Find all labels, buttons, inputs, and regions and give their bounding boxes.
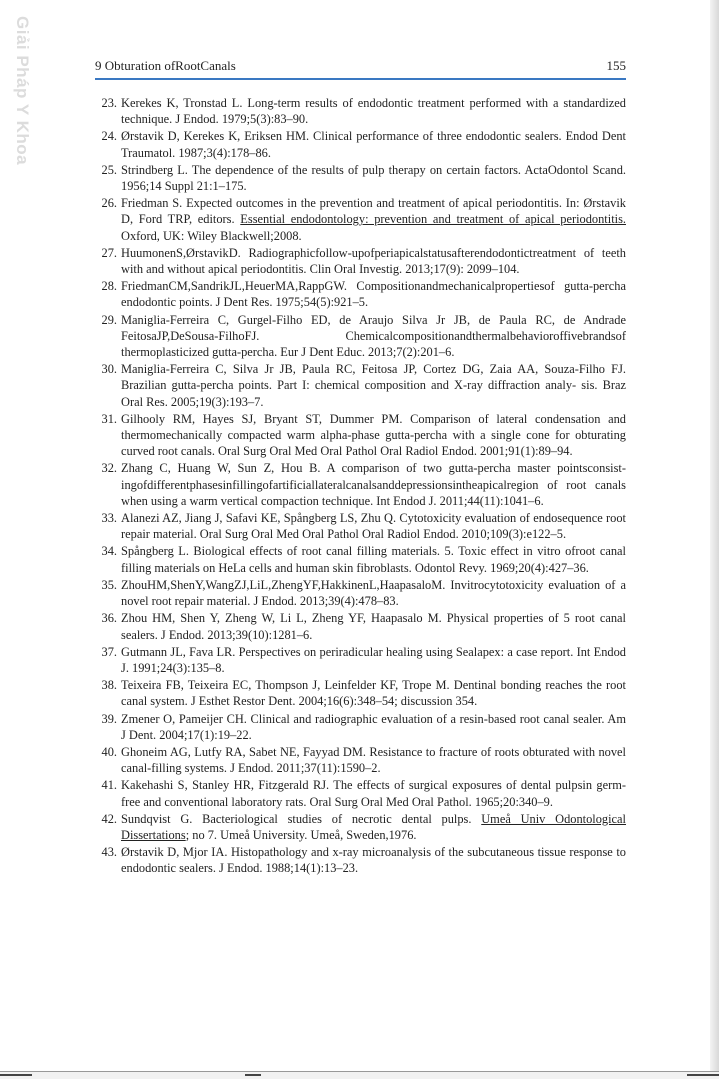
reference-text: FriedmanCM,SandrikJL,HeuerMA,RappGW. Compositionandmechanicalpropertiesof gutta-percha endodontic points. J Dent Res. 1975;54(5):921–5. [121, 279, 626, 310]
reference-number: 36. [101, 611, 117, 626]
reference-link-text: Umeå Univ Odontological Dissertations [121, 811, 627, 842]
reference-item [95, 245, 626, 277]
reference-text: Friedman S. Expected outcomes in the prevention and treatment of apical periodontitis. In: Ørstavik D, Ford TRP, editors. [121, 196, 626, 227]
reference-number: 40. [101, 744, 117, 759]
running-header [95, 58, 626, 78]
reference-text: Ghoneim AG, Lutfy RA, Sabet NE, Fayyad DM. Resistance to fracture of roots obturated with novel canal-filling systems. J Endod. 2011;37(11):1590–2. [121, 744, 626, 776]
reference-text: Zmener O, Pameijer CH. Clinical and radiographic evaluation of a resin-based root canal sealer. Am J Dent. 2004;17(1):19–22. [121, 711, 626, 742]
reference-number: 33. [101, 511, 117, 526]
reference-text: Kerekes K, Tronstad L. Long-term results of endodontic treatment performed with a standardized technique. J Endod. 1979;5(3):83–90. [121, 96, 626, 127]
reference-number: 34. [101, 544, 117, 559]
reference-text: Maniglia-Ferreira C, Gurgel-Filho ED, de Araujo Silva Jr JB, de Paula RC, de Andrade FeitosaJP,DeSousa-FilhoFJ. Chemicalcompositionandthermalbehavioroffivebrandsof thermoplasticized gutta-percha. Eur J Dent Educ. 2013;7(2):201–6. [121, 312, 626, 360]
reference-item [95, 711, 626, 743]
reference-item [95, 460, 626, 509]
page-number: 155 [606, 58, 626, 73]
reference-number: 38. [101, 678, 117, 693]
reference-text: Gilhooly RM, Hayes SJ, Bryant ST, Dummer PM. Comparison of lateral condensation and thermomechanically compacted warm alpha-phase gutta-percha with a single cone for obturating curved root canals. Oral Surg Oral Med Oral Pathol Oral Radiol Endod. 2001;91(1):89–94. [121, 411, 626, 459]
reference-number: 23. [101, 96, 117, 110]
reference-text: Maniglia-Ferreira C, Silva Jr JB, Paula RC, Feitosa JP, Cortez DG, Zaia AA, Souza-Filho FJ. Brazilian gutta-percha points. Part I: chemical composition and X-ray diffraction analy- sis. Braz Oral Res. 2005;19(3):193–7. [121, 362, 626, 409]
reference-item [95, 777, 626, 809]
reference-item [95, 744, 626, 776]
reference-number: 29. [101, 312, 117, 327]
reference-number: 35. [101, 577, 117, 592]
reference-list [95, 95, 626, 878]
reference-text: Zhang C, Huang W, Sun Z, Hou B. A comparison of two gutta-percha master pointsconsistingofdifferentphasesinfillingofartificiallateralcanalsanddepressionsintheapicalregion of root canals when using a warm vertical compaction technique. Int Endod J. 2011;44(11):1041–6. [121, 461, 626, 508]
reference-number: 32. [101, 461, 117, 476]
reference-number: 31. [101, 411, 117, 426]
reference-text: Teixeira FB, Teixeira EC, Thompson J, Leinfelder KF, Trope M. Dentinal bonding reaches the root canal system. J Esthet Restor Dent. 2004;16(6):348–54; discussion 354. [121, 678, 626, 709]
reference-number: 26. [101, 196, 117, 211]
reference-item [95, 195, 626, 244]
reference-item [95, 162, 626, 194]
reference-number: 24. [101, 129, 117, 144]
reference-item [95, 844, 626, 876]
reference-item [95, 644, 626, 676]
reference-text: Zhou HM, Shen Y, Zheng W, Li L, Zheng YF, Haapasalo M. Physical properties of 5 root canal sealers. J Endod. 2013;39(10):1281–6. [121, 611, 626, 642]
reference-number: 25. [101, 162, 117, 177]
reference-text: HuumonenS,ØrstavikD. Radiographicfollow-upofperiapicalstatusafterendodontictreatment of teeth with and without apical periodontitis. Clin Oral Investig. 2013;17(9): 2099–104. [121, 245, 626, 277]
reference-text: Sundqvist G. Bacteriological studies of necrotic dental pulps. [121, 811, 482, 826]
reference-link-text: Essential endodontology: prevention and treatment of apical periodontitis. [240, 212, 626, 227]
chapter-title: 9 Obturation ofRootCanals [95, 58, 236, 73]
page-edge-shadow [710, 0, 719, 1078]
reference-item [95, 543, 626, 575]
reference-text: ZhouHM,ShenY,WangZJ,LiL,ZhengYF,HakkinenL,HaapasaloM. Invitrocytotoxicity evaluation of a novel root repair material. J Endod. 2013;39(4):478–83. [121, 577, 626, 609]
header-rule [95, 78, 626, 80]
reference-item [95, 577, 626, 609]
reference-item [95, 95, 626, 127]
reference-item [95, 312, 626, 361]
reference-number: 27. [101, 245, 117, 260]
reference-item [95, 610, 626, 642]
reference-text: Ørstavik D, Kerekes K, Eriksen HM. Clinical performance of three endodontic sealers. Endod Dent Traumatol. 1987;3(4):178–86. [121, 129, 626, 160]
reference-text: Alanezi AZ, Jiang J, Safavi KE, Spångberg LS, Zhu Q. Cytotoxicity evaluation of endosequence root repair material. Oral Surg Oral Med Oral Pathol Oral Radiol Endod. 2010;109(3):e122–5. [121, 511, 626, 542]
reference-number: 39. [101, 711, 117, 726]
reference-number: 41. [101, 778, 117, 793]
reference-item [95, 128, 626, 160]
reference-item [95, 811, 626, 843]
reference-text: ; no 7. Umeå University. Umeå, Sweden,1976. [185, 827, 417, 842]
reference-item [95, 677, 626, 709]
reference-text: Spångberg L. Biological effects of root canal filling materials. 5. Toxic effect in vitro ofroot canal filling materials on HeLa cells and human skin fibroblasts. Odontol Revy. 1969;20(4):427–36. [121, 544, 626, 575]
reference-text: Kakehashi S, Stanley HR, Fitzgerald RJ. The effects of surgical exposures of dental pulpsin germ-free and conventional laboratory rats. Oral Surg Oral Med Oral Pathol. 1965;20:340–9. [121, 778, 626, 809]
reference-number: 43. [101, 845, 117, 860]
reference-item [95, 411, 626, 460]
reference-number: 37. [101, 644, 117, 659]
reference-number: 30. [101, 362, 117, 377]
reference-text: Gutmann JL, Fava LR. Perspectives on periradicular healing using Sealapex: a case report. Int Endod J. 1991;24(3):135–8. [121, 644, 626, 675]
reference-text: Strindberg L. The dependence of the results of pulp therapy on certain factors. ActaOdontol Scand. 1956;14 Suppl 21:1–175. [121, 162, 626, 194]
reference-item [95, 361, 626, 410]
watermark-text: Giải Pháp Y Khoa [13, 16, 32, 166]
reference-item [95, 278, 626, 310]
reference-number: 42. [101, 811, 117, 826]
reference-number: 28. [101, 279, 117, 294]
reference-text: Oxford, UK: Wiley Blackwell;2008. [121, 228, 302, 243]
reference-item [95, 510, 626, 542]
reference-text: Ørstavik D, Mjor IA. Histopathology and x-ray microanalysis of the subcutaneous tissue response to endodontic sealers. J Endod. 1988;14(1):13–23. [121, 845, 626, 876]
